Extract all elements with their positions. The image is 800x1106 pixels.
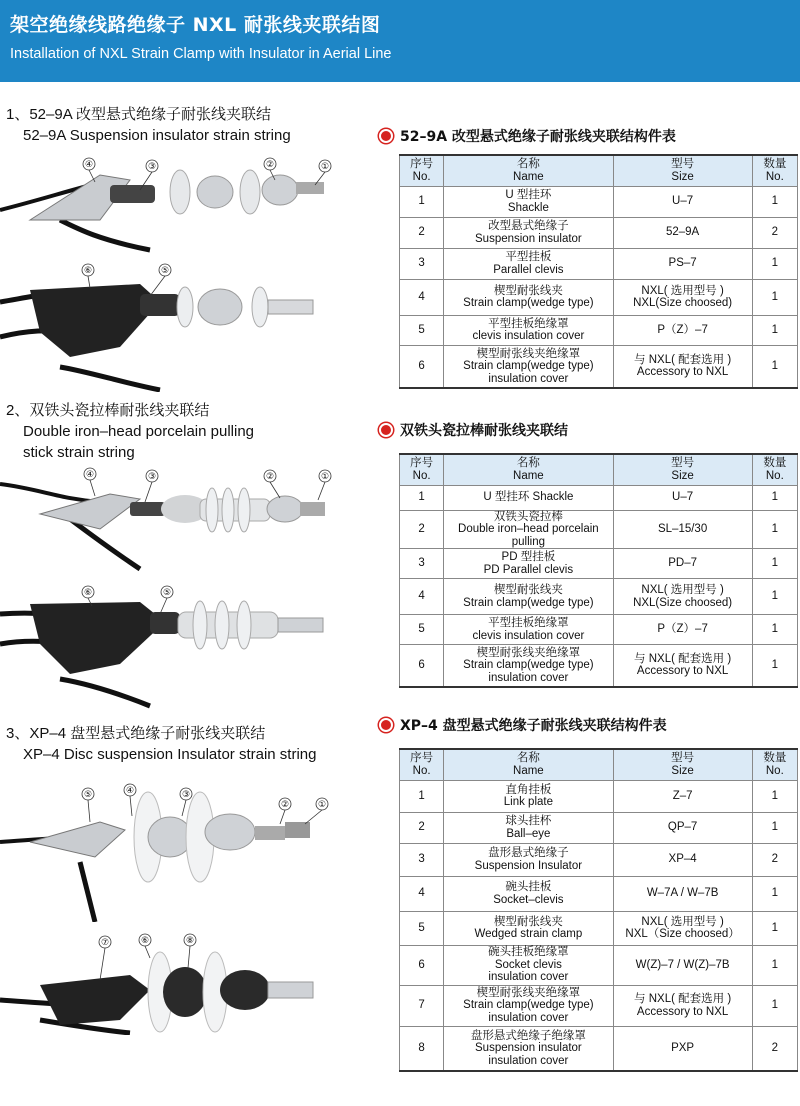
cell-size-line: PXP	[671, 1042, 695, 1054]
cell-qty: 1	[752, 985, 797, 1026]
cell-qty: 1	[752, 911, 797, 945]
cell-name-line: 盘形悬式绝缘子绝缘罩	[470, 1029, 586, 1042]
callout-label: ⑥	[83, 588, 93, 598]
table-row	[400, 645, 798, 687]
cell-no: 3	[400, 549, 444, 579]
cell-name-line: PD 型挂板	[501, 551, 556, 563]
cell-name-line: Strain clamp(wedge type)	[463, 297, 594, 309]
cell-size-line: Accessory to NXL	[636, 665, 729, 678]
table-3-title: XP–4 盘型悬式绝缘子耐张线夹联结构件表	[400, 718, 667, 734]
cell-size-line: P（Z）–7	[657, 323, 708, 336]
section-3-title-cn: 3、XP–4 盘型悬式绝缘子耐张线夹联结	[6, 725, 266, 742]
cell-name-line: 楔型耐张线夹绝缘罩	[476, 646, 581, 659]
cell-name-line: 双铁头瓷拉棒	[493, 510, 563, 523]
cell-name-line: Suspension insulator	[475, 1042, 582, 1054]
cell-qty: 1	[752, 615, 797, 645]
page-title: 架空绝缘线路绝缘子 NXL 耐张线夹联结图	[10, 14, 381, 36]
cell-size-line: QP–7	[667, 821, 698, 834]
cell-name-line: insulation cover	[488, 671, 569, 684]
cell-qty: 1	[752, 315, 797, 345]
cell-size-line: 与 NXL( 配套选用 )	[634, 353, 732, 366]
cell-name-line: insulation cover	[488, 372, 569, 385]
cell-name-line: Strain clamp(wedge type)	[463, 659, 594, 671]
cell-name-line: 盘形悬式绝缘子	[488, 847, 569, 859]
callout-label: ⑥	[140, 936, 150, 946]
cell-no: 2	[400, 510, 444, 549]
cell-name-line: Strain clamp(wedge type)	[463, 360, 594, 372]
cell-name-line: 楔型耐张线夹	[493, 915, 563, 928]
cell-qty: 1	[752, 186, 797, 217]
cell-no: 8	[400, 1026, 444, 1071]
table-row	[400, 485, 798, 510]
cell-size-line: NXL(Size choosed)	[633, 596, 733, 609]
column-header-en: Name	[513, 764, 544, 777]
column-header-size	[613, 454, 752, 485]
cell-size-line: U–7	[672, 195, 694, 208]
cell-qty: 1	[752, 579, 797, 615]
column-header-en: Size	[671, 170, 694, 183]
cell-size	[613, 911, 752, 945]
cell-name-line: Wedged strain clamp	[474, 928, 583, 940]
column-header-name	[444, 454, 613, 485]
cell-size-line: Accessory to NXL	[636, 366, 729, 379]
callout-label: ⑦	[100, 938, 110, 948]
column-header-qty	[752, 454, 797, 485]
cell-size-line: SL–15/30	[657, 523, 708, 535]
cell-name	[444, 279, 613, 315]
callout-label: ⑤	[160, 266, 170, 276]
cell-name-line: U 型挂环	[505, 189, 552, 201]
table-row	[400, 843, 798, 876]
cell-size	[613, 217, 752, 248]
cell-name	[444, 1026, 613, 1071]
table-row	[400, 911, 798, 945]
cell-name	[444, 911, 613, 945]
cell-name-line: 楔型耐张线夹绝缘罩	[476, 347, 581, 360]
cell-size-line: W(Z)–7 / W(Z)–7B	[635, 958, 730, 971]
table-row	[400, 510, 798, 549]
cell-name	[444, 645, 613, 687]
section-3-title-en: XP–4 Disc suspension Insulator strain string	[23, 746, 317, 763]
section-1-title-en: 52–9A Suspension insulator strain string	[23, 127, 291, 144]
cell-size	[613, 812, 752, 843]
column-header-name	[444, 155, 613, 186]
cell-no: 5	[400, 615, 444, 645]
table-header-row	[400, 749, 798, 780]
section-2-title-en: Double iron–head porcelain pulling	[23, 423, 254, 440]
cell-name	[444, 579, 613, 615]
cell-qty: 2	[752, 1026, 797, 1071]
column-header-en: Name	[513, 469, 544, 482]
parts-table-2	[399, 453, 798, 688]
cell-size	[613, 780, 752, 812]
parts-table-1	[399, 154, 798, 389]
table-1-title: 52–9A 改型悬式绝缘子耐张线夹联结构件表	[400, 129, 676, 145]
cell-name-line: Double iron–head porcelain pulling	[458, 523, 599, 548]
cell-name-line: 碗头挂板	[505, 881, 552, 893]
table-row	[400, 248, 798, 279]
column-header-cn: 型号	[671, 752, 695, 765]
strain-string-photo-1b	[0, 262, 380, 392]
cell-qty: 1	[752, 812, 797, 843]
cell-size-line: NXL（Size choosed）	[625, 928, 740, 940]
cell-size	[613, 876, 752, 911]
section-2-heading	[6, 400, 254, 463]
cell-size	[613, 843, 752, 876]
cell-no: 4	[400, 876, 444, 911]
cell-size	[613, 645, 752, 687]
cell-name-line: Ball–eye	[506, 827, 551, 840]
table-header-row	[400, 454, 798, 485]
column-header-size	[613, 155, 752, 186]
cell-name-line: Strain clamp(wedge type)	[463, 999, 594, 1012]
callout-label: ①	[320, 472, 330, 482]
column-header-en: No.	[412, 170, 431, 183]
table-1-heading	[381, 126, 676, 146]
table-row	[400, 945, 798, 985]
cell-size-line: Accessory to NXL	[636, 1005, 729, 1018]
cell-qty: 2	[752, 843, 797, 876]
cell-name	[444, 217, 613, 248]
cell-name-line: Link plate	[503, 796, 553, 808]
cell-name-line: 楔型耐张线夹	[493, 284, 563, 297]
page-subtitle: Installation of NXL Strain Clamp with Insulator in Aerial Line	[10, 46, 392, 62]
bullet-icon	[381, 425, 391, 435]
column-header-cn: 序号	[410, 158, 434, 171]
cell-no: 1	[400, 485, 444, 510]
cell-no: 6	[400, 945, 444, 985]
strain-string-photo-2a	[0, 464, 380, 574]
cell-size-line: 与 NXL( 配套选用 )	[634, 993, 732, 1005]
cell-name	[444, 843, 613, 876]
cell-name	[444, 315, 613, 345]
cell-qty: 1	[752, 345, 797, 388]
cell-size-line: P（Z）–7	[657, 623, 708, 636]
cell-size-line: PS–7	[668, 257, 697, 270]
strain-string-photo-3b	[0, 930, 380, 1035]
cell-size	[613, 279, 752, 315]
callout-label: ②	[265, 160, 275, 170]
column-header-cn: 数量	[763, 457, 787, 470]
column-header-en: No.	[412, 469, 431, 482]
callout-label: ③	[181, 790, 191, 800]
callout-label: ④	[85, 470, 95, 480]
column-header-en: No.	[765, 764, 784, 777]
cell-size	[613, 485, 752, 510]
cell-name-line: 碗头挂板绝缘罩	[488, 946, 569, 959]
column-header-en: No.	[412, 764, 431, 777]
cell-qty: 1	[752, 279, 797, 315]
cell-no: 3	[400, 843, 444, 876]
table-row	[400, 1026, 798, 1071]
cell-no: 5	[400, 315, 444, 345]
cell-name	[444, 510, 613, 549]
cell-name	[444, 615, 613, 645]
callout-label: ①	[317, 800, 327, 810]
cell-name	[444, 345, 613, 388]
cell-size	[613, 945, 752, 985]
column-header-name	[444, 749, 613, 780]
parts-table-3	[399, 748, 798, 1072]
cell-no: 2	[400, 217, 444, 248]
callout-label: ⑤	[83, 790, 93, 800]
cell-name-line: Strain clamp(wedge type)	[463, 596, 594, 609]
table-3-heading	[381, 715, 667, 735]
table-2-title: 双铁头瓷拉棒耐张线夹联结	[400, 423, 568, 439]
table-row	[400, 985, 798, 1026]
cell-name-line: 平型挂板	[505, 251, 552, 263]
cell-name	[444, 985, 613, 1026]
cell-size	[613, 345, 752, 388]
cell-name-line: Socket clevis	[494, 958, 562, 971]
cell-name-line: insulation cover	[488, 971, 569, 984]
cell-name-line: 楔型耐张线夹绝缘罩	[476, 986, 581, 999]
cell-size-line: 与 NXL( 配套选用 )	[634, 652, 732, 665]
column-header-no	[400, 454, 444, 485]
cell-name-line: Suspension Insulator	[474, 859, 583, 872]
cell-size-line: NXL(Size choosed)	[633, 297, 733, 309]
column-header-no	[400, 749, 444, 780]
section-1-title-cn: 1、52–9A 改型悬式绝缘子耐张线夹联结	[6, 106, 272, 123]
table-row	[400, 615, 798, 645]
table-row	[400, 549, 798, 579]
cell-no: 6	[400, 645, 444, 687]
table-row	[400, 279, 798, 315]
column-header-en: No.	[765, 469, 784, 482]
cell-size-line: NXL( 选用型号 )	[641, 584, 724, 596]
column-header-cn: 名称	[516, 752, 540, 765]
cell-size-line: NXL( 选用型号 )	[641, 915, 724, 928]
table-2-heading	[381, 420, 568, 440]
bullet-icon	[381, 131, 391, 141]
cell-no: 4	[400, 279, 444, 315]
column-header-cn: 数量	[763, 158, 787, 171]
cell-qty: 1	[752, 510, 797, 549]
callout-label: ③	[147, 472, 157, 482]
column-header-cn: 型号	[671, 457, 695, 470]
table-row	[400, 812, 798, 843]
cell-qty: 1	[752, 876, 797, 911]
cell-name	[444, 945, 613, 985]
column-header-en: No.	[765, 170, 784, 183]
section-3-heading	[6, 723, 316, 765]
column-header-en: Name	[513, 170, 544, 183]
column-header-cn: 序号	[410, 752, 434, 765]
cell-qty: 1	[752, 945, 797, 985]
cell-name-line: 改型悬式绝缘子	[488, 220, 569, 232]
table-row	[400, 217, 798, 248]
column-header-size	[613, 749, 752, 780]
cell-no: 4	[400, 579, 444, 615]
column-header-cn: 名称	[516, 457, 540, 470]
section-1-heading	[6, 104, 291, 146]
cell-size	[613, 549, 752, 579]
table-row	[400, 876, 798, 911]
cell-name-line: PD Parallel clevis	[483, 563, 574, 576]
column-header-qty	[752, 749, 797, 780]
cell-qty: 1	[752, 780, 797, 812]
cell-qty: 1	[752, 549, 797, 579]
cell-name	[444, 549, 613, 579]
table-row	[400, 186, 798, 217]
cell-name-line: insulation cover	[488, 1011, 569, 1024]
table-row	[400, 579, 798, 615]
callout-label: ⑥	[83, 266, 93, 276]
cell-size	[613, 1026, 752, 1071]
cell-name-line: Shackle	[507, 201, 549, 214]
cell-no: 2	[400, 812, 444, 843]
cell-name-line: clevis insulation cover	[472, 330, 585, 342]
cell-name-line: 球头挂杯	[505, 815, 552, 827]
cell-no: 6	[400, 345, 444, 388]
callout-label: ②	[280, 800, 290, 810]
cell-no: 7	[400, 985, 444, 1026]
cell-name-line: Suspension insulator	[475, 232, 582, 245]
cell-no: 3	[400, 248, 444, 279]
cell-no: 1	[400, 186, 444, 217]
callout-label: ①	[320, 162, 330, 172]
section-2-title-cn: 2、双铁头瓷拉棒耐张线夹联结	[6, 402, 210, 419]
cell-name-line: clevis insulation cover	[472, 629, 585, 642]
column-header-qty	[752, 155, 797, 186]
cell-qty: 2	[752, 217, 797, 248]
cell-name-line: U 型挂环 Shackle	[483, 491, 574, 504]
cell-name-line: insulation cover	[488, 1054, 569, 1067]
cell-name	[444, 780, 613, 812]
table-row	[400, 315, 798, 345]
cell-name-line: Parallel clevis	[493, 263, 564, 276]
table-row	[400, 345, 798, 388]
cell-size	[613, 579, 752, 615]
callout-label: ③	[147, 162, 157, 172]
cell-size-line: 52–9A	[665, 226, 700, 239]
cell-size-line: U–7	[672, 491, 694, 504]
column-header-en: Size	[671, 469, 694, 482]
column-header-cn: 型号	[671, 158, 695, 171]
callout-label: ④	[84, 160, 94, 170]
callout-label: ②	[265, 472, 275, 482]
column-header-cn: 名称	[516, 158, 540, 171]
column-header-no	[400, 155, 444, 186]
cell-size-line: Z–7	[672, 789, 693, 802]
strain-string-photo-2b	[0, 584, 380, 709]
cell-size	[613, 510, 752, 549]
callout-label: ④	[125, 786, 135, 796]
cell-size-line: PD–7	[668, 557, 697, 570]
cell-name	[444, 186, 613, 217]
header-banner	[0, 0, 800, 82]
bullet-icon	[381, 720, 391, 730]
cell-no: 5	[400, 911, 444, 945]
strain-string-photo-3a	[0, 782, 380, 922]
cell-name-line: 平型挂板绝缘罩	[488, 317, 569, 330]
cell-qty: 1	[752, 248, 797, 279]
table-header-row	[400, 155, 798, 186]
column-header-en: Size	[671, 764, 694, 777]
cell-name-line: 楔型耐张线夹	[493, 584, 563, 596]
cell-name-line: 平型挂板绝缘罩	[488, 617, 569, 629]
table-row	[400, 780, 798, 812]
callout-label: ⑤	[162, 588, 172, 598]
cell-name-line: 直角挂板	[505, 783, 552, 796]
cell-size	[613, 615, 752, 645]
cell-size-line: W–7A / W–7B	[646, 887, 719, 900]
cell-size-line: XP–4	[668, 853, 697, 866]
cell-size	[613, 186, 752, 217]
callout-label: ⑧	[185, 936, 195, 946]
cell-qty: 1	[752, 645, 797, 687]
cell-name	[444, 485, 613, 510]
cell-size	[613, 315, 752, 345]
cell-size	[613, 248, 752, 279]
section-2-title-en-2: stick strain string	[23, 444, 135, 461]
cell-qty: 1	[752, 485, 797, 510]
strain-string-photo-1a	[0, 150, 380, 260]
column-header-cn: 序号	[410, 457, 434, 470]
cell-name	[444, 248, 613, 279]
cell-name	[444, 812, 613, 843]
cell-no: 1	[400, 780, 444, 812]
cell-size-line: NXL( 选用型号 )	[641, 284, 724, 297]
cell-size	[613, 985, 752, 1026]
cell-name	[444, 876, 613, 911]
cell-name-line: Socket–clevis	[493, 893, 564, 906]
column-header-cn: 数量	[763, 752, 787, 765]
